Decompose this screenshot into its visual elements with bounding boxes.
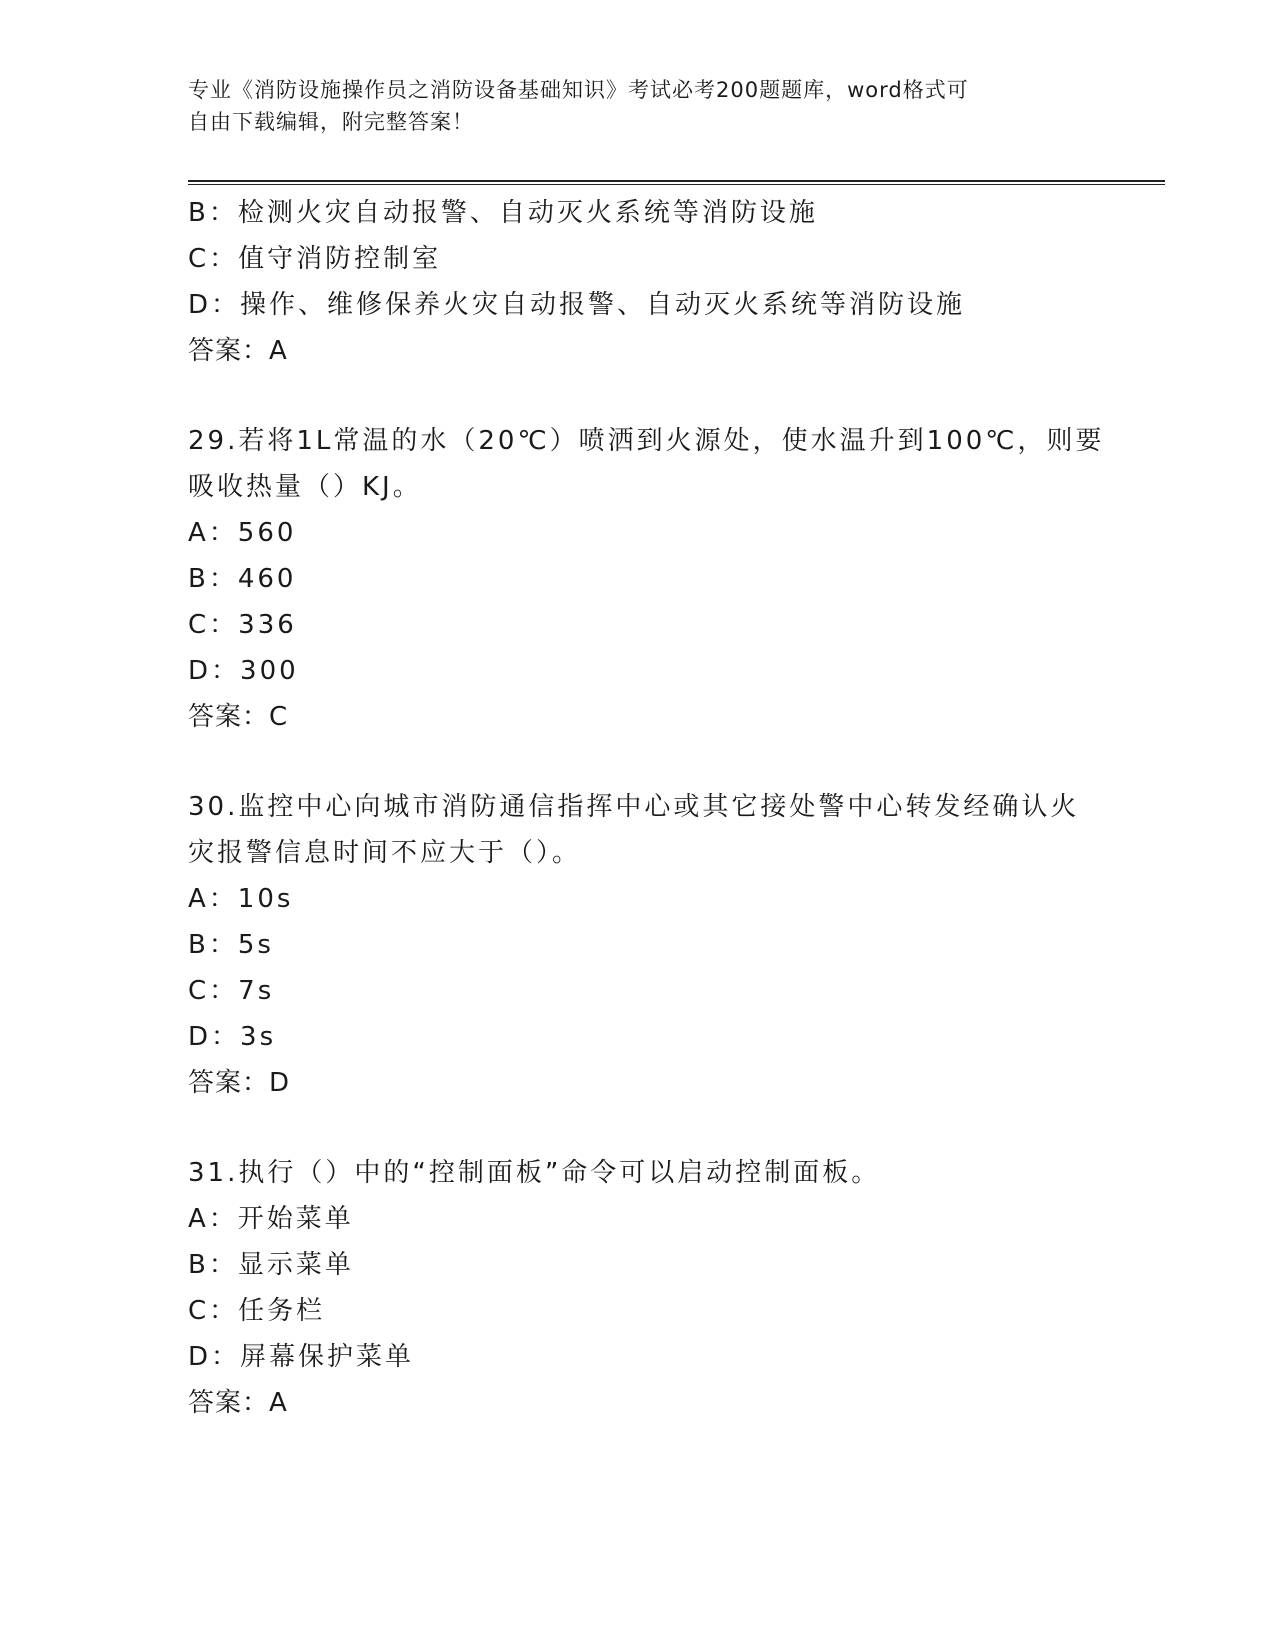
option-a: A：560: [188, 518, 297, 548]
question-stem-line-1: 31.执行（）中的“控制面板”命令可以启动控制面板。: [188, 1158, 881, 1188]
answer-line: 答案：A: [188, 336, 288, 366]
header-title-line-1: 专业《消防设施操作员之消防设备基础知识》考试必考200题题库，word格式可: [188, 78, 969, 102]
option-a: A：开始菜单: [188, 1204, 354, 1234]
header-divider-thin: [188, 184, 1165, 185]
question-28-tail: [188, 190, 1148, 374]
question-stem: [188, 418, 1148, 510]
question-stem-line-2: 吸收热量（）KJ。: [188, 472, 422, 502]
option-a: A：10s: [188, 884, 294, 914]
option-b: B：显示菜单: [188, 1250, 354, 1280]
answer-line: 答案：A: [188, 1388, 288, 1418]
question-stem: [188, 784, 1148, 876]
question-spacer: [188, 740, 1148, 784]
question-stem-line-1: 29.若将1L常温的水（20℃）喷洒到火源处，使水温升到100℃，则要: [188, 426, 1105, 456]
question-30: [188, 784, 1148, 1106]
question-list: [188, 190, 1148, 1426]
question-spacer: [188, 374, 1148, 418]
question-29: [188, 418, 1148, 740]
document-header: [188, 74, 1088, 138]
option-c: C：336: [188, 610, 297, 640]
header-title-line-2: 自由下载编辑，附完整答案！: [188, 110, 474, 134]
option-c: C：值守消防控制室: [188, 244, 442, 274]
option-b: B：460: [188, 564, 297, 594]
answer-line: 答案：C: [188, 702, 289, 732]
answer-line: 答案：D: [188, 1068, 291, 1098]
option-d: D：操作、维修保养火灾自动报警、自动灭火系统等消防设施: [188, 290, 966, 320]
option-b: B：5s: [188, 930, 274, 960]
option-b: B：检测火灾自动报警、自动灭火系统等消防设施: [188, 198, 818, 228]
question-stem-line-2: 灾报警信息时间不应大于（）。: [188, 838, 582, 868]
option-d: D：3s: [188, 1022, 277, 1052]
option-d: D：300: [188, 656, 299, 686]
option-d: D：屏幕保护菜单: [188, 1342, 415, 1372]
option-c: C：任务栏: [188, 1296, 326, 1326]
header-divider-thick: [188, 180, 1165, 182]
question-spacer: [188, 1106, 1148, 1150]
question-stem-line-1: 30.监控中心向城市消防通信指挥中心或其它接处警中心转发经确认火: [188, 792, 1080, 822]
option-c: C：7s: [188, 976, 275, 1006]
question-stem: [188, 1150, 1148, 1196]
question-31: [188, 1150, 1148, 1426]
